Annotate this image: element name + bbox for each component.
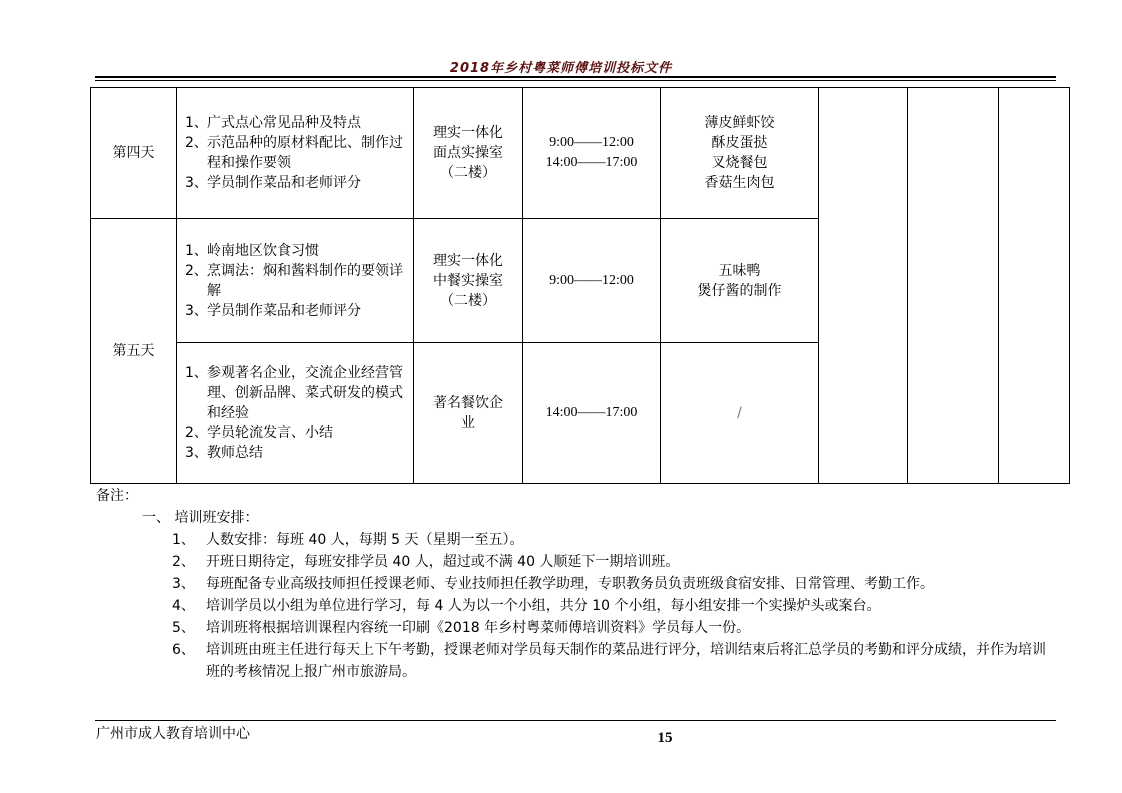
list-item: 1、 参观著名企业，交流企业经营管理、创新品牌、菜式研发的模式和经验	[185, 365, 403, 421]
blank-cell	[908, 88, 999, 484]
footer-organization: 广州市成人教育培训中心	[96, 726, 250, 742]
schedule-table	[90, 87, 1070, 484]
blank-cell	[819, 88, 908, 484]
note-item: 2、 开班日期待定，每班安排学员 40 人，超过或不满 40 人顺延下一期培训班。	[172, 554, 680, 570]
document-header-title: 2018年乡村粤菜师傅培训投标文件	[449, 61, 673, 76]
blank-cell	[999, 88, 1070, 484]
day-cell: 第五天	[91, 219, 177, 484]
table-row	[91, 88, 1070, 219]
list-item: 2、 示范品种的原材料配比、制作过程和操作要领	[185, 135, 403, 171]
list-item: 1、 广式点心常见品种及特点	[185, 115, 361, 131]
page-number: 15	[657, 730, 673, 746]
content-cell	[177, 88, 414, 219]
location-cell: 理实一体化面点实操室（二楼）	[414, 88, 523, 219]
content-cell	[177, 343, 414, 484]
location-cell: 著名餐饮企业	[414, 343, 523, 484]
list-item: 2、 烹调法：焖和酱料制作的要领详解	[185, 262, 403, 299]
location-cell: 理实一体化中餐实操室（二楼）	[414, 219, 523, 343]
dishes-cell: 五味鸭 煲仔酱的制作	[661, 219, 819, 343]
header-rule-thick	[95, 76, 1056, 78]
note-item: 4、 培训学员以小组为单位进行学习，每 4 人为以一个小组，共分 10 个小组，每小组安排一个实操炉头或案台。	[172, 598, 881, 614]
list-item: 1、 岭南地区饮食习惯	[185, 242, 319, 259]
list-item: 3、 学员制作菜品和老师评分	[185, 175, 361, 191]
time-cell: 9:00——12:00 14:00——17:00	[523, 88, 661, 219]
footer-rule	[95, 720, 1056, 721]
list-item: 2、 学员轮流发言、小结	[185, 425, 333, 441]
content-cell	[177, 219, 414, 343]
day-cell: 第四天	[91, 88, 177, 219]
time-cell: 14:00——17:00	[523, 343, 661, 484]
note-item: 5、 培训班将根据培训课程内容统一印刷《2018 年乡村粤菜师傅培训资料》学员每人一份。	[172, 620, 751, 636]
notes-section	[96, 485, 1046, 683]
list-item: 3、 教师总结	[185, 445, 263, 461]
notes-section-heading: 一、 培训班安排：	[142, 510, 259, 526]
note-item: 6、 培训班由班主任进行每天上下午考勤，授课老师对学员每天制作的菜品进行评分，培训结束后将汇总学员的考勤和评分成绩，并作为培训班的考核情况上报广州市旅游局。	[172, 642, 1046, 680]
dishes-cell: 薄皮鲜虾饺 酥皮蛋挞 叉烧餐包 香菇生肉包	[661, 88, 819, 219]
dishes-cell: /	[661, 343, 819, 484]
list-item: 3、 学员制作菜品和老师评分	[185, 302, 361, 319]
note-item: 1、 人数安排：每班 40 人，每期 5 天（星期一至五）。	[172, 532, 524, 548]
time-cell: 9:00——12:00	[523, 219, 661, 343]
header-rule-thin	[95, 80, 1056, 81]
note-item: 3、 每班配备专业高级技师担任授课老师、专业技师担任教学助理，专职教务员负责班级食宿安排、日常管理、考勤工作。	[172, 576, 934, 592]
notes-label: 备注：	[96, 488, 138, 504]
